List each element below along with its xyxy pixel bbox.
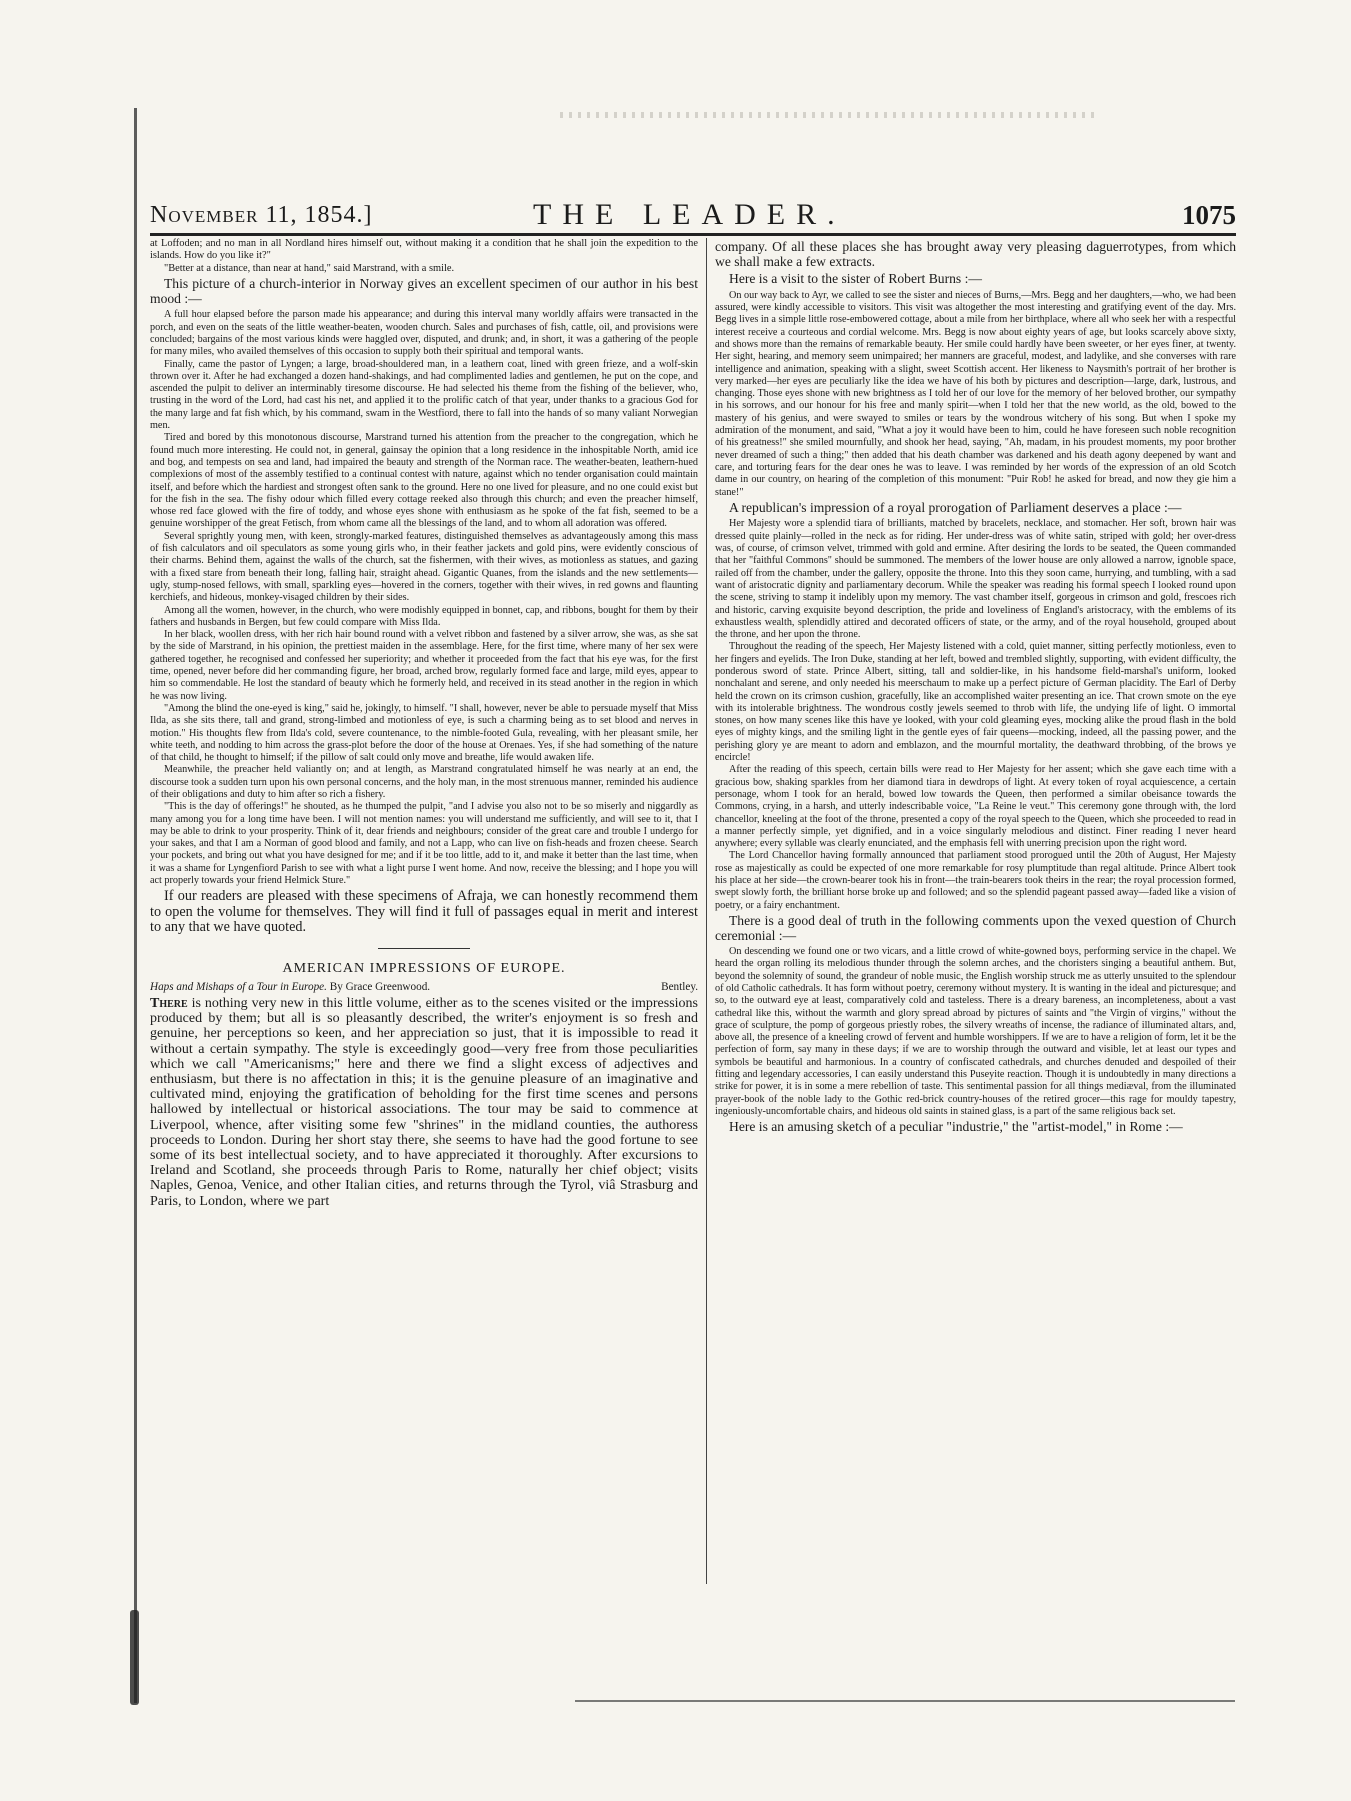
church-lead: There is a good deal of truth in the following comments upon the vexed question of Church ceremonial :—	[715, 912, 1236, 943]
page-number: 1075	[1182, 200, 1236, 230]
issue-date: November 11, 1854.]	[150, 202, 373, 228]
bleed-through-smudge	[560, 112, 1100, 118]
extract-paragraph: A full hour elapsed before the parson made his appearance; and during this interval many worldly affairs were transacted in the porch, and even on the seats of the little weather-beaten, wooden church. Sales and purchases of fish, cattle, oil, and provisions were concluded; bargains of the most various kinds were haggled over, disputed, and drunk; and, in short, it was a gathering of the people for many miles, who availed themselves of this occasion to supply both their spiritual and temporal wants.	[150, 309, 698, 358]
book-title: Haps and Mishaps of a Tour in Europe.	[150, 980, 327, 993]
intro-lead: This picture of a church-interior in Norway gives an excellent specimen of our author in his best mood :—	[150, 276, 698, 306]
extract-paragraph: "Among the blind the one-eyed is king," said he, jokingly, to himself. "I shall, however, never be able to persuade myself that Miss Ilda, as she sits there, tall and grand, strong-limbed and motionless of eye, is such a charming being as to set blood and nerves in motion." His thoughts flew from Ilda's cold, severe countenance, to the nimble-footed Gula, revealing, with her pleasant smile, her white teeth, and nodding to him across the grass-plot before the door of the house at Orenaes. Yes, if she had something of the nature of that child, he thought to himself; if the pillow of salt could only move and breathe, life would awaken life.	[150, 702, 698, 764]
burns-lead: Here is a visit to the sister of Robert Burns :—	[729, 271, 982, 287]
extract-paragraph: On descending we found one or two vicars, and a little crowd of white-gowned boys, performing service in the chapel. We heard the organ rolling its melodious thunder through the solemn arches, and the choristers singing a beautiful anthem. But, beyond the solemnity of sound, the grandeur of noble music, the English worship struck me as utterly unsuited to the splendour of old Catholic cathedrals. It has form without poetry, ceremony without mystery. It is wanting in the ideal and picturesque; and so, to the outward eye at least, comparatively cold and tasteless. There is a dreary bareness, an incompleteness, about a vast cathedral like this, without the warmth and glory spread abroad by pictures of saints and "the Virgin of virgins," without the grace of sculpture, the pomp of gorgeous priestly robes, the silvery wreaths of incense, the radiance of illuminated altars, and, above all, the presence of a kneeling crowd of fervent and humble worshippers. If we are to have a religion of form, let it be the perfection of form, say many in these days; if we are to worship through the outward and visible, let at least our types and symbols be beautiful and harmonious. In a country of confiscated cathedrals, and churches denuded and despoiled of their fitting and legendary accessories, I can easily understand this Puseyite reaction. Though it is undoubtedly in many directions a strike for power, it is in some a mere rebellion of taste. This sentimental passion for all things mediæval, from the illuminated prayer-book of the noble lady to the Gothic red-brick country-houses of the retired grocer—this rage for mouldy tapestry, ingeniously-uncomfortable chairs, and hideous old saints in stained glass, is a part of the same religious back set.	[715, 946, 1236, 1117]
continuation-lead: company. Of all these places she has brought away very pleasing daguerrotypes, from which we shall make a few extracts.	[715, 239, 1236, 269]
extract-paragraph: Meanwhile, the preacher held valiantly on; and at length, as Marstrand congratulated himself he was nearly at an end, the discourse took a sudden turn upon his own personal concerns, and the holy man, in the most strenuous manner, reminded his audience of their obligations and duty to him after so rich a fishery.	[150, 764, 698, 800]
opening-paragraph-2: "Better at a distance, than near at hand," said Marstrand, with a smile.	[164, 262, 455, 274]
extract-burns	[715, 290, 1236, 499]
extract-paragraph: Tired and bored by this monotonous discourse, Marstrand turned his attention from the preacher to the congregation, which he found much more interesting. He could not, in general, gainsay the opinion that a long residence in the inhospitable North, amid ice and bog, and tempests on sea and land, had impaired the beauty and strength of the Norman race. The weather-beaten, leathern-hued complexions of most of the assembly testified to a continual contest with nature, against which no tender organisation could maintain itself, and before which the hardiest and strongest often sank to the ground. Here no one lived for pleasure, and no one could exist but for the fish in the sea. The fishy odour which filled every cottage reeked also through this church; and even the preacher himself, whose red face glowed with the fire of toddy, and whose eyes shone with enthusiasm as he spoke of the fat fish, seemed to be a genuine worshipper of the great Fetisch, from whom came all the blessings of the land, and to whom all adoration was offered.	[150, 432, 698, 530]
extract-paragraph: In her black, woollen dress, with her rich hair bound round with a velvet ribbon and fastened by a silver arrow, she was, as she sat by the side of Marstrand, in his opinion, the prettiest maiden in the assemblage. Here, for the first time, where many of her sex were gathered together, he recognised and confessed her superiority; and whether it proceeded from the fact that his eye was, for the first time, opened, never before did her commanding figure, her broad, arched brow, regularly formed face and large, mild eyes, appear to him so commendable. He lost the standard of beauty which he formerly held, and received in its stead another in the region in which he was now living.	[150, 629, 698, 702]
extract-paragraph: Finally, came the pastor of Lyngen; a large, broad-shouldered man, in a leathern coat, lined with green frieze, and a wolf-skin thrown over it. After he had exchanged a dozen hand-shakings, and had complimented ladies and gentlemen, he put on the cope, and ascended the pulpit to deliver an interminably tiresome discourse. He had selected his theme from the fishing of the believer, who, trusting in the word of the Lord, had cast his net, and applied it to the prolific catch of that year, under thanks to a gracious God for the many large and fat fish which, by his command, swam in the Westfiord, there to fall into the hands of so many valiant Norwegian men.	[150, 358, 698, 432]
review-paragraph	[150, 996, 698, 1209]
bottom-rule	[575, 1700, 1235, 1702]
extract-paragraph: Among all the women, however, in the church, who were modishly equipped in bonnet, cap, and ribbons, bought for them by their fathers and husbands in Bergen, but few could compare with Miss Ilda.	[150, 604, 698, 628]
extract-paragraph: After the reading of this speech, certain bills were read to Her Majesty for her assent; which she gave each time with a gracious bow, shaking sparkles from her diamond tiara in dewdrops of light. At every token of royal acquiescence, a certain personage, whom I took for an herald, bowed low towards the Queen, then performed a similar obeisance towards the Commons, crying, in a harsh, and utterly indescribable voice, "La Reine le veut." This ceremony gone through with, the lord chancellor, kneeling at the foot of the throne, presented a copy of the royal speech to the Queen, which she proceeded to read in a manner perfectly simple, yet dignified, and in a voice singularly melodious and distinct. Finer reading I never heard anywhere; every syllable was clearly enunciated, and the emphasis fell with unerring precision upon the right word.	[715, 764, 1236, 850]
extract-paragraph: On our way back to Ayr, we called to see the sister and nieces of Burns,—Mrs. Begg and her daughters,—who, we had been assured, were kindly accessible to visitors. This visit was altogether the most interesting and gratifying event of the day. Mrs. Begg lives in a simple little rose-embowered cottage, about a mile from her birthplace, where all who seek her with a respectful interest receive a courteous and cordial welcome. Mrs. Begg is now about eighty years of age, but looks scarcely above sixty, and shows more than the remains of remarkable beauty. Her smile could hardly have been sweeter, or her eyes finer, at twenty. Her sight, hearing, and memory seem unimpaired; her manners are graceful, modest, and ladylike, and she converses with rare intelligence and animation, speaking with a slight, sweet Scottish accent. Her likeness to Naysmith's portrait of her brother is very marked—her eyes are peculiarly like the idea we have of his both by pictures and description—large, dark, lustrous, and changing. Those eyes shone with new brightness as I told her of our love for the memory of her beloved brother, our sympathy in his sorrows, and our honour for his free and manly spirit—when I told her that the new world, as the old, bowed to the mastery of his genius, and were swayed to smiles or tears by the wondrous witchery of his song. But when I spoke my admiration of the monument, and said, "What a joy it would have been to him, could he have foreseen such noble recognition of his greatness!" she smiled mournfully, and shook her head, saying, "Ah, madam, in his proudest moments, my poor brother never dreamed of such a thing;" then added that his death chamber was darkened and his death agony deepened by want and care, and torturing fears for the dear ones he was to leave. I was reminded by her words of the expression of an old Scotch dame in our country, on hearing of the completion of this monument: "Puir Rob! he asked for bread, and now they gie him a stane!"	[715, 289, 1236, 498]
review-body	[150, 996, 698, 1209]
extract-paragraph: Several sprightly young men, with keen, strongly-marked features, distinguished themselves as advantageously among this mass of fish calculators and oil speculators as some young girls who, in their feather jackets and gold pins, were evidently conscious of their charms. Behind them, against the walls of the church, sat the fishermen, with their wives, as motionless as statues, and gazing with a fixed stare from beneath their long, falling hair, straight ahead. Gigantic Quanes, from the islands and the new settlements—ugly, stump-nosed fellows, with small, sparkling eyes—hovered in the corners, together with their wives, in red gowns and flaunting kerchiefs, and hideous, monkey-visaged children by their sides.	[150, 530, 698, 604]
left-column	[150, 238, 698, 1588]
closing-lead: If our readers are pleased with these specimens of Afraja, we can honestly recommend them to open the volume for themselves. They will find it full of passages equal in merit and interest to any that we have quoted.	[150, 888, 698, 936]
binding-edge	[134, 108, 137, 1703]
extract-paragraph: "This is the day of offerings!" he shouted, as he thumped the pulpit, "and I advise you also not to be so miserly and niggardly as many among you for a long time have been. I will not mention names: you will understand me sufficiently, and will see to it, that I may be able to drink to your prosperity. Think of it, dear friends and neighbours; consider of the great care and trouble I undergo for your sakes, and that I am a Norman of good blood and family, and not a Lapp, who can live on fish-heads and frozen cheese. Search your pockets, and bring out what you have designed for me; and if it be too little, add to it, and make it better than the last time, when it was a shame for Lyngenfiord Parish to see with what a light purse I went home. And now, receive the blessing; and I hope you will act properly towards your friend Helmick Sture."	[150, 801, 698, 887]
page-header	[150, 196, 1236, 232]
book-title-author	[150, 981, 430, 994]
book-citation	[150, 981, 698, 994]
parliament-lead: A republican's impression of a royal prorogation of Parliament deserves a place :—	[729, 499, 1182, 515]
extract-church	[715, 946, 1236, 1118]
extract-paragraph: Throughout the reading of the speech, Her Majesty listened with a cold, quiet manner, sitting perfectly motionless, even to her fingers and eyelids. The Iron Duke, standing at her left, bowed and trembled slightly, supporting, with evident difficulty, the ponderous sword of state. Prince Albert, sitting, tall and soldier-like, in his handsome field-marshal's uniform, looked nonchalant and serene, and only needed his meerschaum to make up a perfect picture of German placidity. The Earl of Derby held the crown on its crimson cushion, gracefully, like an accomplished waiter presenting an ice. That crown smote on the eye with its intolerable brightness. The wondrous costly jewels seemed to throb with life, the undying life of light. O immortal stones, on how many scenes like this have ye looked, with your cold gleaming eyes, mocking alike the proud flash in the bold eyes of mighty kings, and the smiling light in the gentle eyes of fair queens—mocking, indeed, all the passing power, and the perishing glory ye are meant to adorn and emblazon, and the mournful mortality, the deathward throbbing, of the brows ye encircle!	[715, 641, 1236, 764]
review-title: AMERICAN IMPRESSIONS OF EUROPE.	[282, 960, 566, 976]
model-lead: Here is an amusing sketch of a peculiar "industrie," the "artist-model," in Rome :—	[729, 1119, 1183, 1135]
book-publisher: Bentley.	[661, 980, 698, 993]
column-divider	[706, 238, 707, 1584]
right-column	[715, 238, 1236, 1588]
extract-paragraph: Her Majesty wore a splendid tiara of brilliants, matched by bracelets, necklace, and stomacher. Her soft, brown hair was dressed quite plainly—rolled in the neck as for riding. Her under-dress was of white satin, striped with gold; her over-dress was, of course, of crimson velvet, trimmed with gold and ermine. After desiring the lords to be seated, the Queen commanded that her "faithful Commons" should be summoned. The members of the lower house are only allowed a narrow, ignoble space, railed off from the chamber, under the gallery, opposite the throne. Into this they soon came, hurrying, and tumbling, with a sad want of aristocratic dignity and parliamentary decorum. While the speaker was reading his formal speech I looked round upon the scene, striving to stamp it indelibly upon my memory. The vast chamber itself, gorgeous in crimson and gold, frescoes rich and historic, carving exquisite beyond description, the pride and loveliness of England's aristocracy, with the emblems of its exhaustless wealth, splendidly attired and decorated officers of state, or the army, and of the royal household, grouped about the throne, and her upon the throne.	[715, 518, 1236, 641]
section-rule	[378, 948, 470, 949]
review-first-word: There	[150, 995, 188, 1011]
header-rule	[150, 233, 1236, 236]
extract-parliament	[715, 518, 1236, 912]
masthead: THE LEADER.	[533, 198, 846, 231]
binding-blot	[130, 1610, 139, 1705]
book-author: By Grace Greenwood.	[329, 980, 431, 993]
review-text: is nothing very new in this little volume, either as to the scenes visited or the impressions produced by them; but all is so pleasantly described, the writer's enjoyment is so fresh and genuine, her perceptions so keen, and her appreciation so just, that it is impossible to read it without a certain sympathy. The style is exceedingly good—very free from those peculiarities which we call "Americanisms;" here and there we find a slight excess of adjectives and enthusiasm, but there is no affectation in this; it is the genuine pleasure of an imaginative and cultivated mind, enjoying the gratification of beholding for the first time scenes and persons hallowed by intellectual or historical associations. The tour may be said to commence at Liverpool, whence, after visiting some few "shrines" in the midland counties, the authoress proceeds to London. During her short stay there, she seems to have had the good fortune to see some of its best intellectual society, and to have appreciated it thoroughly. After excursions to Ireland and Scotland, she proceeds through Paris to Rome, naturally her chief object; visits Naples, Genoa, Venice, and other Italian cities, and returns through the Tyrol, viâ Strasburg and Paris, to London, where we part	[150, 995, 698, 1209]
extract-afraja	[150, 309, 698, 887]
opening-paragraph-1: at Loffoden; and no man in all Nordland hires himself out, without making it a condition that he shall join the expedition to the islands. How do you like it?"	[150, 238, 698, 262]
extract-paragraph: The Lord Chancellor having formally announced that parliament stood prorogued until the 20th of August, Her Majesty rose as majestically as could be expected of one more remarkable for rosy plumptitude than regal altitude. Prince Albert took his place at her side—the crown-bearer took his in front—the train-bearers took theirs in the rear; the royal procession formed, swept slowly forth, the brilliant horse broke up and followed; and so the splendid pageant passed away—faded like a vision of poetry, or a fairy enchantment.	[715, 850, 1236, 911]
